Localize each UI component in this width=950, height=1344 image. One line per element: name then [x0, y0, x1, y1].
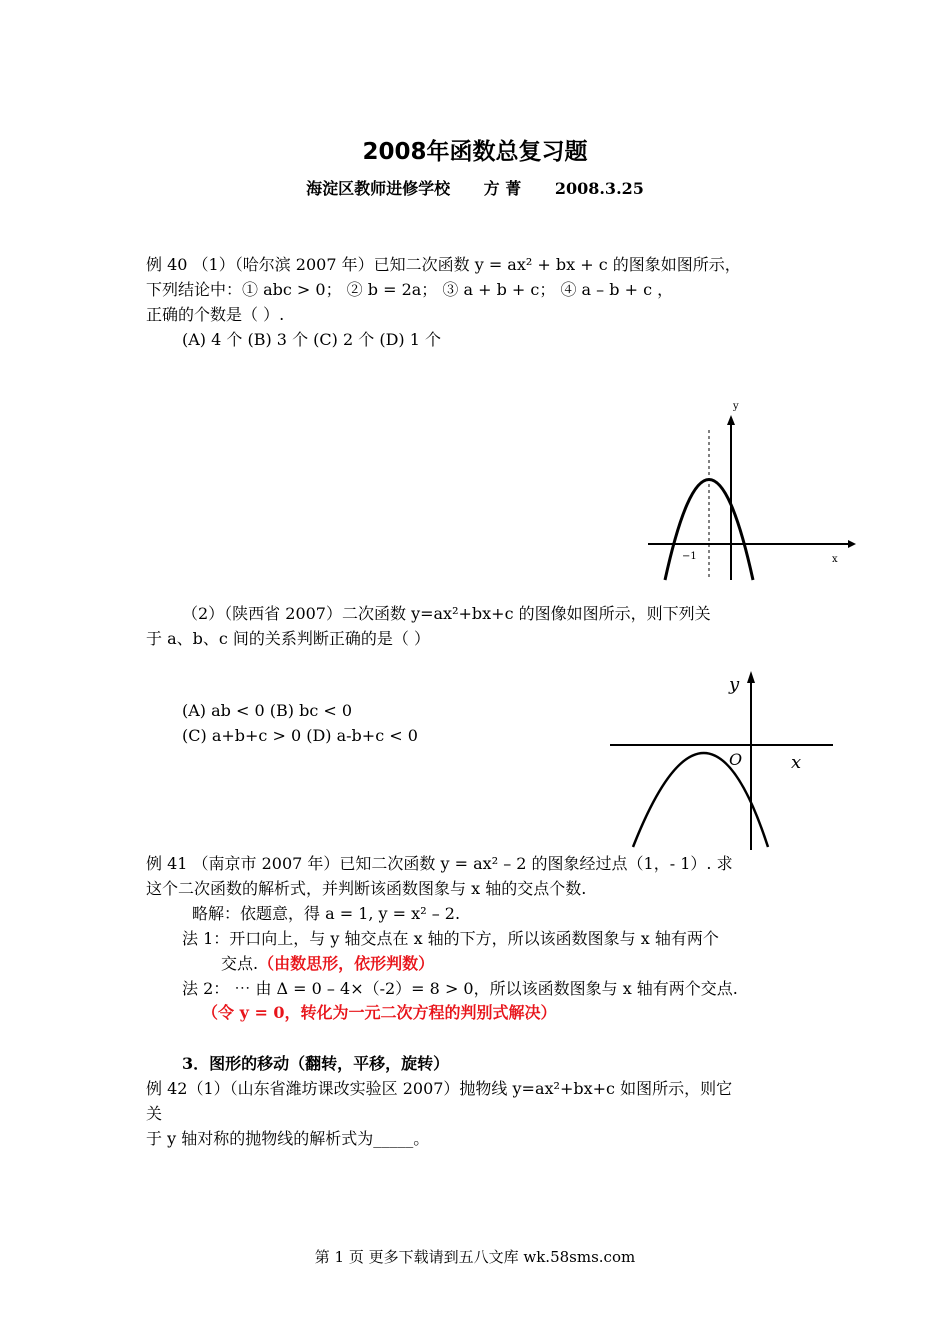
- ex41-line4: 法 1：开口向上，与 y 轴交点在 x 轴的下方，所以该函数图象与 x 轴有两个: [182, 929, 719, 948]
- graph1-y-label: y: [733, 401, 739, 412]
- author-school: 海淀区教师进修学校: [306, 179, 451, 198]
- graph2-parabola-figure: [605, 665, 840, 855]
- ex40-part2-opt2: (C) a+b+c > 0 (D) a-b+c < 0: [182, 726, 418, 745]
- ex42-line2: 关: [146, 1104, 163, 1123]
- ex42-line1: 例 42（1）（山东省潍坊课改实验区 2007）抛物线 y=ax²+bx+c 如图所示，则它: [146, 1079, 733, 1098]
- graph2-parabola: [633, 753, 768, 847]
- section3-heading: 3．图形的移动（翻转，平移，旋转）: [182, 1054, 450, 1073]
- ex41-note1: （由数思形，依形判数）: [258, 954, 435, 973]
- ex40-line3: 正确的个数是（ ）.: [146, 305, 285, 324]
- ex40-line2: 下列结论中：① abc > 0； ② b = 2a； ③ a + b + c； ④ a – b + c ，: [146, 280, 674, 299]
- graph2-x-label: x: [791, 752, 802, 773]
- ex41-line5: [221, 951, 434, 974]
- ex41-line3: 略解：依题意，得 a = 1, y = x² – 2.: [192, 904, 461, 923]
- ex41-line6: 法 2： ⋯ 由 Δ = 0 – 4×（-2）= 8 > 0，所以该函数图象与 x 轴有两个交点.: [182, 979, 738, 998]
- graph1-x-arrow: [848, 540, 856, 548]
- ex40-part2-opt1: (A) ab < 0 (B) bc < 0: [182, 701, 353, 720]
- ex40-line1: 例 40 （1）（哈尔滨 2007 年）已知二次函数 y = ax² + bx + c 的图象如图所示，: [146, 255, 741, 274]
- graph1-parabola-figure: [640, 395, 860, 585]
- ex40-options: (A) 4 个 (B) 3 个 (C) 2 个 (D) 1 个: [182, 330, 441, 349]
- ex41-line2: 这个二次函数的解析式，并判断该函数图象与 x 轴的交点个数.: [146, 879, 587, 898]
- graph2-origin-label: O: [729, 750, 743, 769]
- graph2-y-arrow: [747, 671, 755, 683]
- graph1-tick-label: −1: [682, 551, 697, 562]
- ex41-line1: 例 41 （南京市 2007 年）已知二次函数 y = ax² – 2 的图象经过点（1，- 1）. 求: [146, 854, 733, 873]
- graph1-y-arrow: [727, 415, 735, 425]
- graph2-y-label: y: [729, 674, 740, 695]
- page-title: 2008年函数总复习题: [362, 139, 588, 165]
- author-name: 方 菁: [483, 179, 522, 198]
- ex42-line3: 于 y 轴对称的抛物线的解析式为_____。: [146, 1129, 430, 1148]
- ex41-line5-text: 交点.: [221, 954, 259, 973]
- graph1-x-label: x: [832, 554, 838, 565]
- ex40-part2-line2: 于 a、b、c 间的关系判断正确的是（ ）: [146, 629, 431, 648]
- page-footer: 第 1 页 更多下载请到五八文库 wk.58sms.com: [314, 1248, 636, 1266]
- ex41-note2: （令 y = 0，转化为一元二次方程的判别式解决）: [202, 1003, 557, 1022]
- ex40-part2-line1: （2）（陕西省 2007）二次函数 y=ax²+bx+c 的图像如图所示，则下列关: [182, 604, 711, 623]
- author-date: 2008.3.25: [554, 179, 644, 198]
- author-line: [0, 176, 950, 199]
